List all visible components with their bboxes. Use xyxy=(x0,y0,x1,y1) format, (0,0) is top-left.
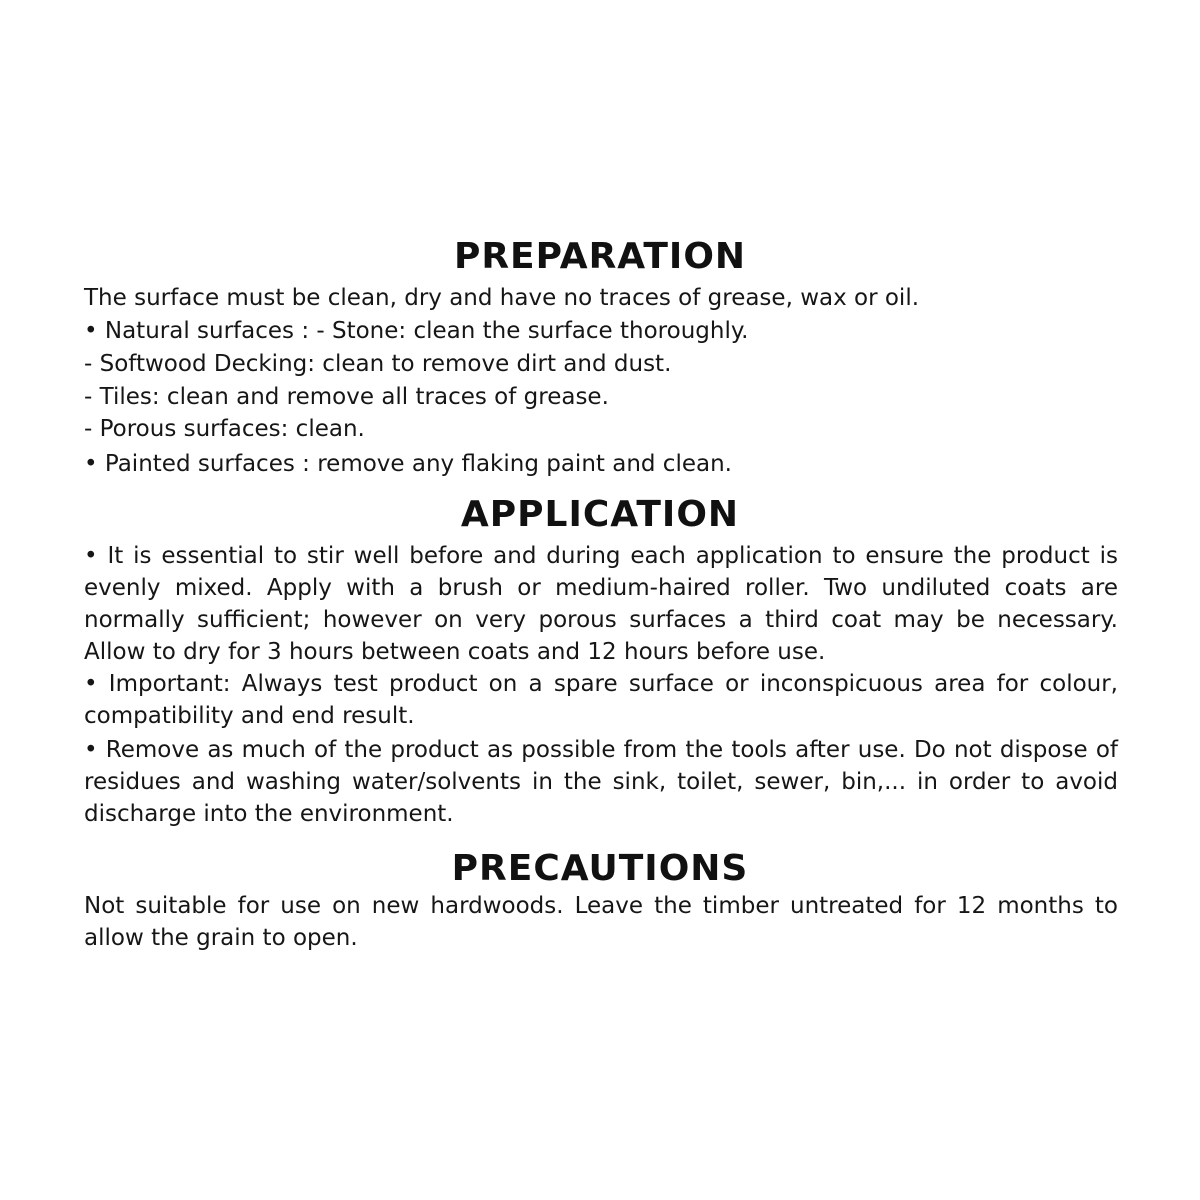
precautions-heading: PRECAUTIONS xyxy=(451,848,749,889)
preparation-line: • Painted surfaces : remove any flaking paint and clean. xyxy=(84,451,732,477)
preparation-heading: PREPARATION xyxy=(453,236,747,277)
preparation-line: - Softwood Decking: clean to remove dirt and dust. xyxy=(84,351,672,377)
preparation-line: The surface must be clean, dry and have no traces of grease, wax or oil. xyxy=(84,285,920,311)
application-heading: APPLICATION xyxy=(460,494,740,535)
application-paragraph: • It is essential to stir well before and during each application to ensure the product is evenly mixed. Apply with a brush or medium-haired roller. Two undiluted coats are normally sufficient; however on very porous surfaces a third coat may be necessary. Allow to dry for 3 hours between coats and 12 hours before use. xyxy=(84,543,1118,665)
preparation-line: - Tiles: clean and remove all traces of grease. xyxy=(84,384,609,410)
preparation-line: - Porous surfaces: clean. xyxy=(84,416,365,442)
precautions-paragraph: Not suitable for use on new hardwoods. Leave the timber untreated for 12 months to allow the grain to open. xyxy=(84,893,1118,951)
application-paragraph: • Important: Always test product on a spare surface or inconspicuous area for colour, compatibility and end result. xyxy=(84,671,1118,729)
preparation-line: • Natural surfaces : - Stone: clean the surface thoroughly. xyxy=(84,318,749,344)
application-paragraph: • Remove as much of the product as possible from the tools after use. Do not dispose of residues and washing water/solvents in the sink, toilet, sewer, bin,... in order to avoid discharge into the environment. xyxy=(84,737,1118,827)
